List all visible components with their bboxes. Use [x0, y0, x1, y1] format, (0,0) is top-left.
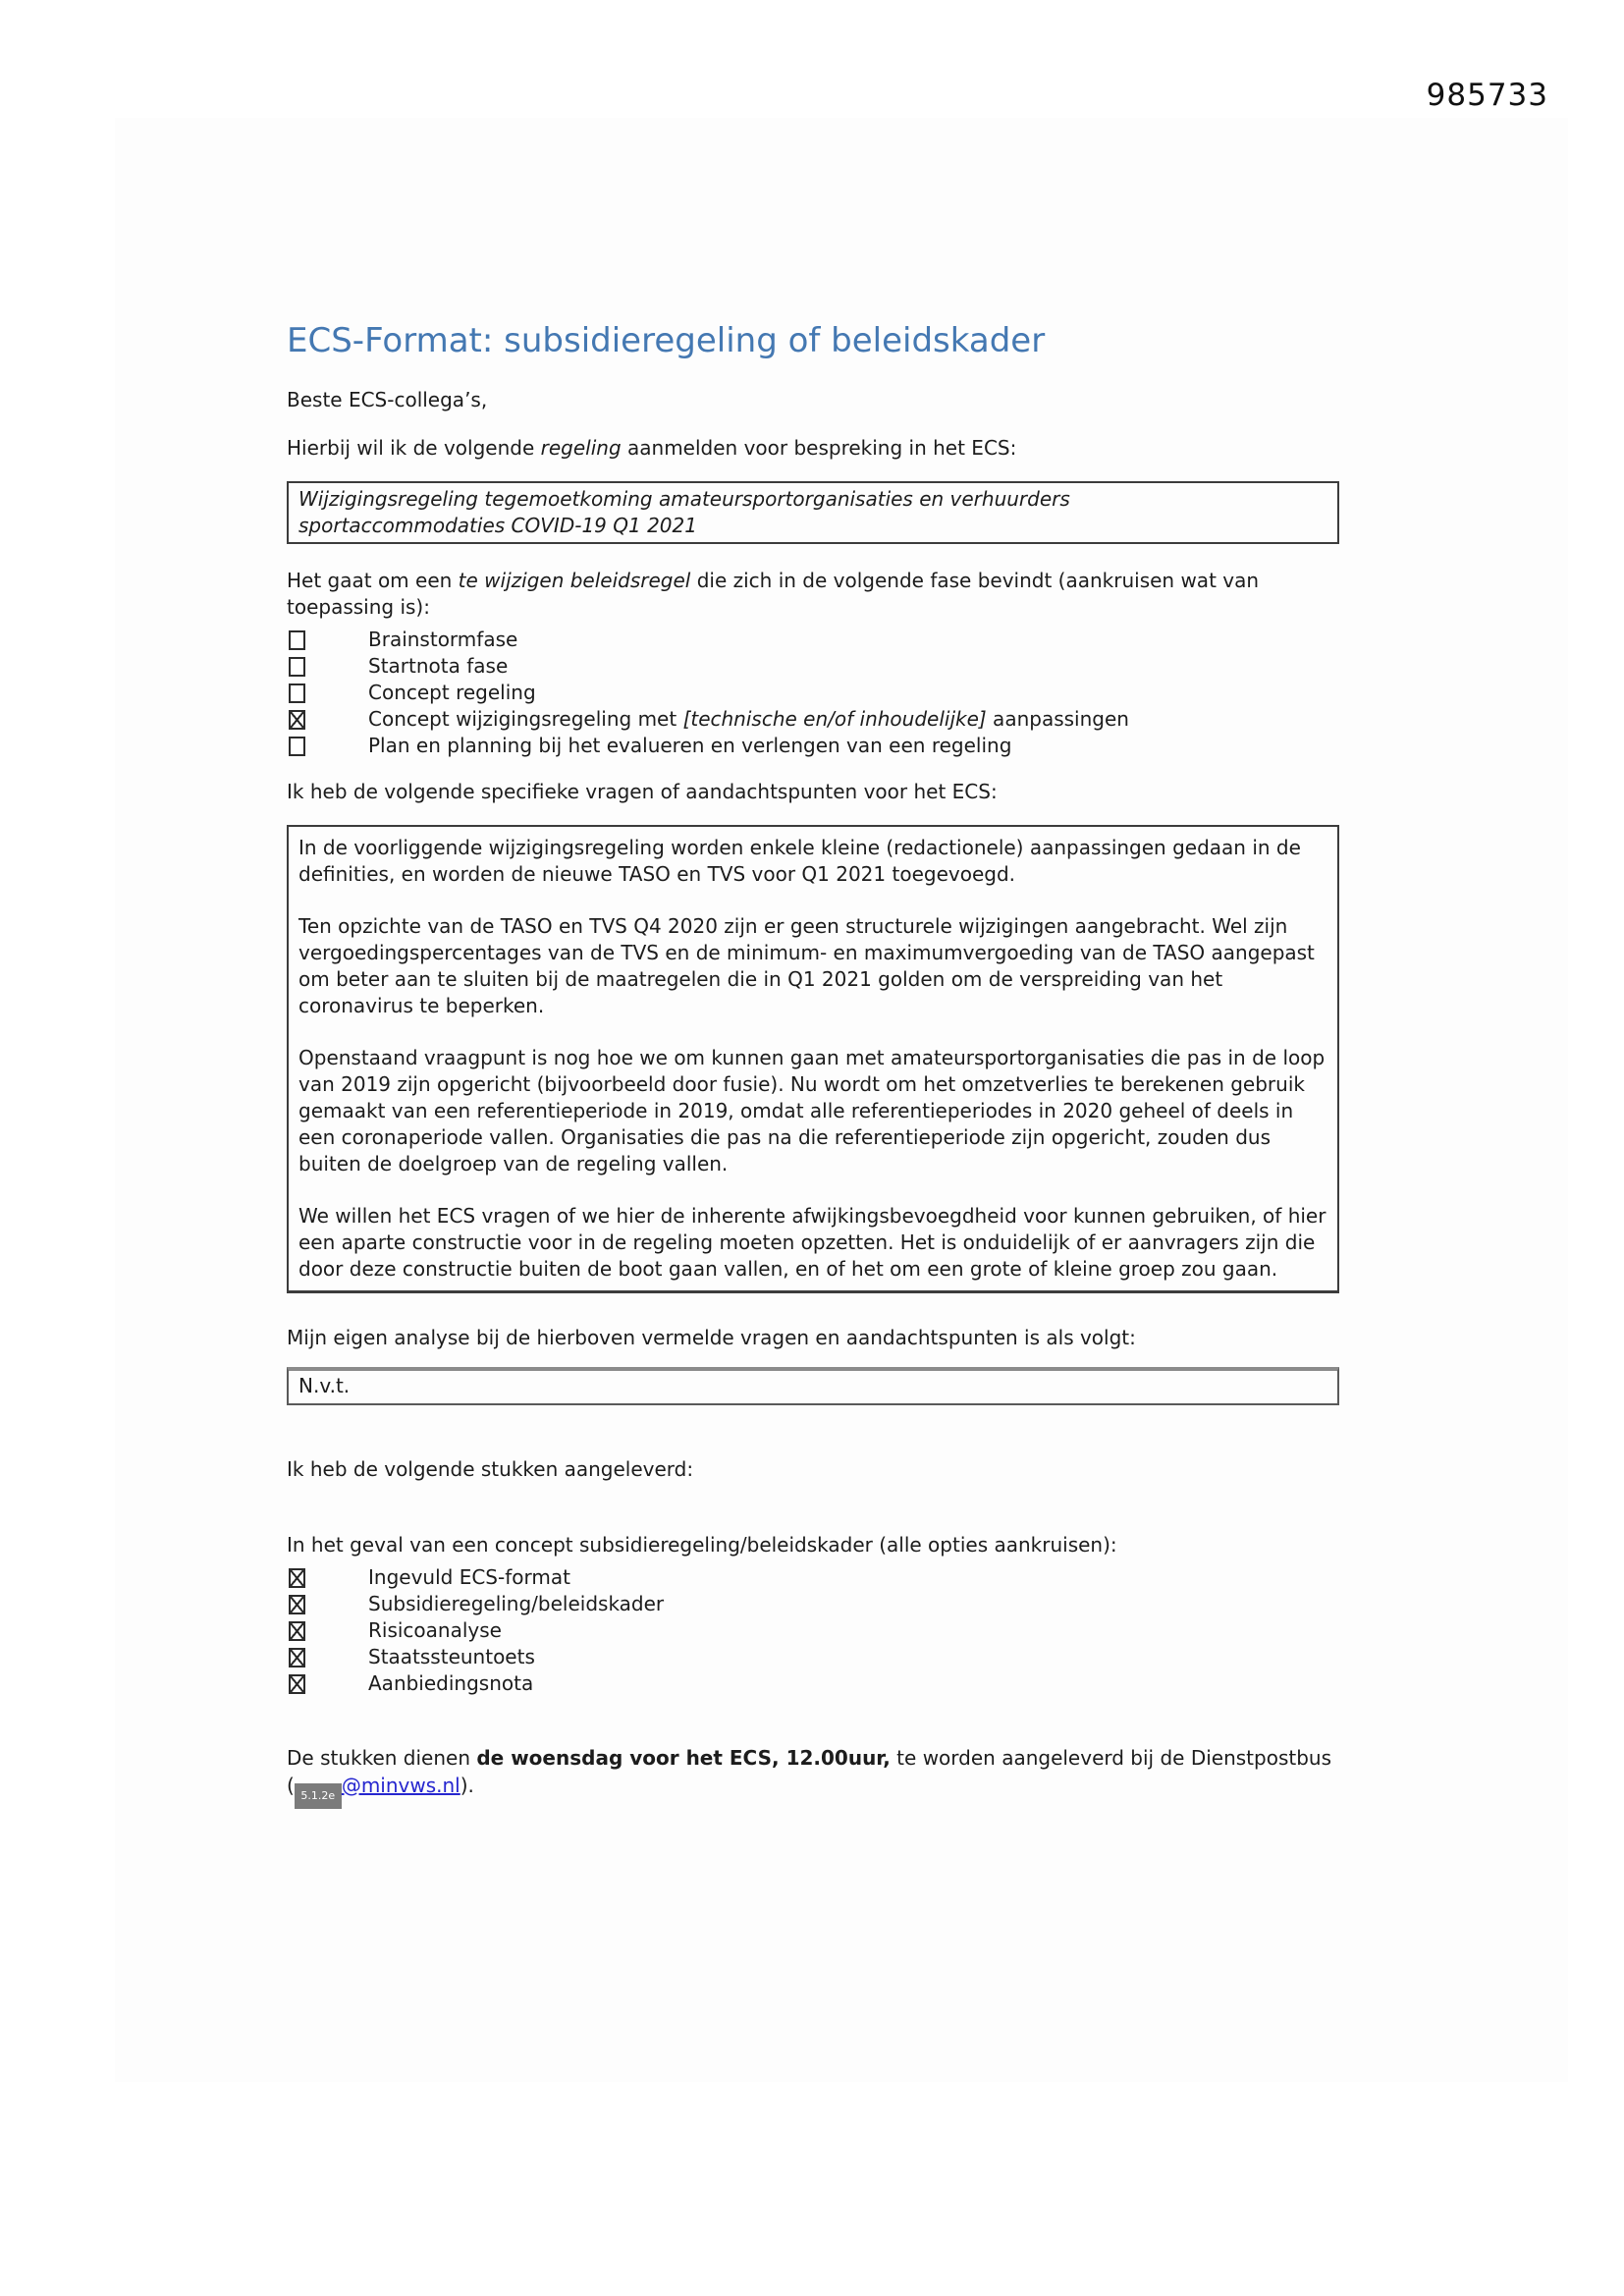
regeling-line-2: sportaccommodaties COVID-19 Q1 2021 — [298, 514, 697, 537]
fase-option-row — [287, 627, 1339, 653]
closing-deadline: de woensdag voor het ECS, 12.00uur, — [476, 1746, 891, 1770]
fase-option-row — [287, 680, 1339, 706]
intro-post: aanmelden voor bespreking in het ECS: — [621, 436, 1017, 460]
document-option-row — [287, 1617, 1339, 1644]
fase-option-label: Concept regeling — [368, 681, 536, 704]
fase-option-row — [287, 706, 1339, 733]
documents-intro: Ik heb de volgende stukken aangeleverd: — [287, 1457, 694, 1481]
questions-label: Ik heb de volgende specifieke vragen of aandachtspunten voor het ECS: — [287, 780, 998, 803]
intro-line — [287, 435, 1339, 462]
fase-options-list — [287, 627, 1339, 759]
closing-note — [287, 1744, 1339, 1809]
checkbox-icon — [289, 657, 305, 677]
page-title: ECS-Format: subsidieregeling of beleidskader — [287, 321, 1046, 360]
closing-post: ). — [460, 1774, 474, 1797]
questions-paragraph: We willen het ECS vragen of we hier de inherente afwijkingsbevoegdheid voor kunnen gebruiken, of hier een aparte constructie voor in de regeling moeten opzetten. Het is onduidelijk of er aanvragers zijn die door deze constructie buiten de boot gaan vallen, en of het om een grote of kleine groep zou gaan. — [298, 1204, 1326, 1281]
fase-intro — [287, 568, 1339, 621]
document-option-row — [287, 1670, 1339, 1697]
analysis-value-box — [287, 1367, 1339, 1405]
document-option-row — [287, 1644, 1339, 1670]
fase-intro-italic: te wijzigen beleidsregel — [458, 569, 691, 592]
fase-option-label: Concept wijzigingsregeling met [technische en/of inhoudelijke] aanpassingen — [368, 707, 1129, 731]
fase-option-row — [287, 653, 1339, 680]
greeting: Beste ECS-collega’s, — [287, 388, 488, 411]
questions-paragraph: In de voorliggende wijzigingsregeling worden enkele kleine (redactionele) aanpassingen gedaan in de definities, en worden de nieuwe TASO en TVS voor Q1 2021 toegevoegd. — [298, 836, 1301, 886]
document-option-row — [287, 1564, 1339, 1591]
questions-paragraph: Openstaand vraagpunt is nog hoe we om kunnen gaan met amateursportorganisaties die pas in de loop van 2019 zijn opgericht (bijvoorbeeld door fusie). Nu wordt om het omzetverlies te berekenen gebruik gemaakt van een referentieperiode in 2019, omdat alle referentieperiodes in 2020 geheel of deels in een coronaperiode vallen. Organisaties die pas na die referentieperiode zijn opgericht, zouden dus buiten de doelgroep van de regeling vallen. — [298, 1046, 1326, 1175]
documents-options-list — [287, 1564, 1339, 1697]
fase-option-label: Plan en planning bij het evalueren en verlengen van een regeling — [368, 734, 1012, 757]
document-option-label: Ingevuld ECS-format — [368, 1565, 570, 1589]
document-option-label: Aanbiedingsnota — [368, 1671, 534, 1695]
document-option-label: Risicoanalyse — [368, 1618, 502, 1642]
checkbox-icon — [289, 710, 305, 730]
fase-intro-pre: Het gaat om een — [287, 569, 459, 592]
checkbox-icon — [289, 1621, 305, 1641]
document-option-label: Staatssteuntoets — [368, 1645, 535, 1668]
documents-case-intro: In het geval van een concept subsidieregeling/beleidskader (alle opties aankruisen): — [287, 1533, 1117, 1557]
document-option-label: Subsidieregeling/beleidskader — [368, 1592, 665, 1615]
checkbox-icon — [289, 630, 305, 650]
document-option-row — [287, 1591, 1339, 1617]
fase-option-row — [287, 733, 1339, 759]
checkbox-icon — [289, 1568, 305, 1588]
checkbox-icon — [289, 737, 305, 756]
questions-paragraph: Ten opzichte van de TASO en TVS Q4 2020 zijn er geen structurele wijzigingen aangebracht. Wel zijn vergoedingspercentages van de TVS en de minimum- en maximumvergoeding van de TASO aangepast om beter aan te sluiten bij de maatregelen die in Q1 2021 golden om de verspreiding van het coronavirus te beperken. — [298, 914, 1315, 1017]
checkbox-icon — [289, 683, 305, 703]
intro-italic: regeling — [540, 436, 622, 460]
analysis-value: N.v.t. — [298, 1374, 351, 1397]
checkbox-icon — [289, 1648, 305, 1667]
document-number: 985733 — [1426, 78, 1548, 113]
checkbox-icon — [289, 1674, 305, 1694]
analysis-label: Mijn eigen analyse bij de hierboven vermelde vragen en aandachtspunten is als volgt: — [287, 1326, 1136, 1349]
email-link[interactable]: @minvws.nl — [341, 1774, 460, 1797]
closing-mid: te worden aangeleverd bij de Dienstpostbus ( — [287, 1746, 1332, 1797]
document-content — [287, 322, 1339, 1809]
intro-pre: Hierbij wil ik de volgende — [287, 436, 541, 460]
redaction-box: 5.1.2e — [295, 1783, 342, 1809]
fase-intro-post: die zich in de volgende fase bevindt (aankruisen wat van toepassing is): — [287, 569, 1260, 619]
closing-pre: De stukken dienen — [287, 1746, 477, 1770]
regeling-line-1: Wijzigingsregeling tegemoetkoming amateursportorganisaties en verhuurders — [298, 487, 1070, 511]
fase-option-label: Brainstormfase — [368, 628, 518, 651]
fase-option-label: Startnota fase — [368, 654, 509, 678]
checkbox-icon — [289, 1595, 305, 1614]
regeling-box — [287, 481, 1339, 544]
questions-box — [287, 825, 1339, 1293]
